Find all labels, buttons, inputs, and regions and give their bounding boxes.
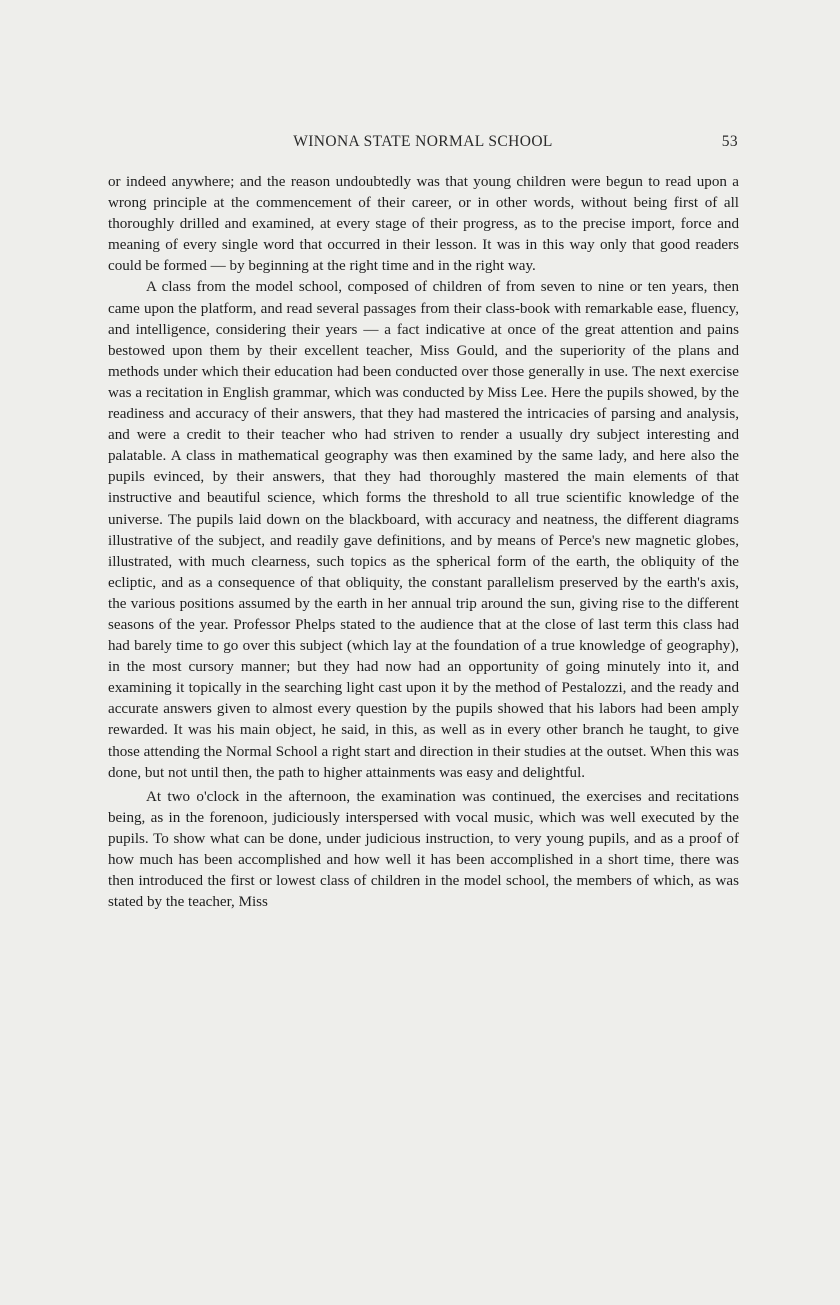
paragraph-afternoon-examination: At two o'clock in the afternoon, the examination was continued, the exercises and recitations being, as in the forenoon, judiciously interspersed with vocal music, which was well executed by the pupils. To show what can be done, under judicious instruction, to very young pupils, and as a proof of how much has been accomplished and how well it has been accomplished in a short time, there was then introduced the first or lowest class of children in the model school, the members of which, as was stated by the teacher, Miss — [108, 788, 739, 911]
page-number: 53 — [721, 133, 738, 150]
running-head-title: WINONA STATE NORMAL SCHOOL — [293, 133, 553, 150]
paragraph-continued: or indeed anywhere; and the reason undoubtedly was that young children were begun to read upon a wrong principle at the commencement of their career, or in other words, without being first of all thoroughly drilled and examined, at every stage of their progress, as to the precise import, force and meaning of every single word that occurred in their lesson. It was in this way only that good readers could be formed — by beginning at the right time and in the right way. — [108, 174, 739, 275]
running-head — [108, 133, 738, 157]
paragraph-model-school-class: A class from the model school, composed of children of from seven to nine or ten years, then came upon the platform, and read several passages from their class-book with remarkable ease, fluency, and intelligence, considering their years — a fact indicative at once of the great attention and pains bestowed upon them by their excellent teacher, Miss Gould, and the superiority of the plans and methods under which their education had been conducted over those generally in use. The next exercise was a recitation in English grammar, which was conducted by Miss Lee. Here the pupils showed, by the readiness and accuracy of their answers, that they had mastered the intricacies of parsing and analysis, and were a credit to their teacher who had striven to render a usually dry subject interesting and palatable. A class in mathematical geography was then examined by the same lady, and here also the pupils evinced, by their answers, that they had thoroughly mastered the main elements of that instructive and beautiful science, which forms the threshold to all true scientific knowledge of the universe. The pupils laid down on the blackboard, with accuracy and neatness, the different diagrams illustrative of the subject, and readily gave definitions, and by means of Perce's new magnetic globes, illustrated, with much clearness, such topics as the spherical form of the earth, the obliquity of the ecliptic, and as a consequence of that obliquity, the constant parallelism preserved by the earth's axis, the various positions assumed by the earth in her annual trip around the sun, giving rise to the different seasons of the year. Professor Phelps stated to the audience that at the close of last term this class had had barely time to go over this subject (which lay at the foundation of a true knowledge of geography), in the most cursory manner; but they had now had an opportunity of going minutely into it, and examining it topically in the searching light cast upon it by the method of Pestalozzi, and the ready and accurate answers given to almost every question by the pupils showed that his labors had been amply rewarded. It was his main object, he said, in this, as well as in every other branch he taught, to give those attending the Normal School a right start and direction in their studies at the outset. When this was done, but not until then, the path to higher attainments was easy and delightful. — [108, 279, 739, 781]
body-text — [108, 172, 739, 913]
